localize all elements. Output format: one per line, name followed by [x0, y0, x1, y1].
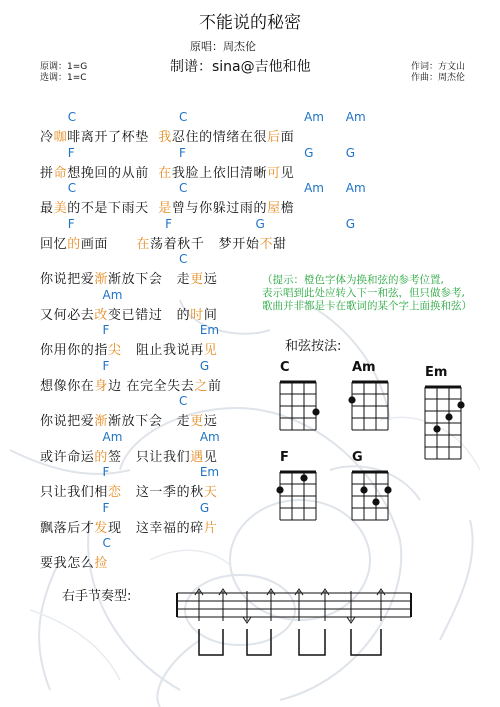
lyric-text: 前: [207, 378, 222, 394]
chord-label: F: [102, 465, 110, 479]
lyric-text: 远: [203, 272, 218, 287]
lyric-text: 要我怎么: [40, 556, 95, 571]
hint-line: （提示：橙色字体为换和弦的参考位置,: [262, 274, 444, 286]
hint-line: 表示唱到此处应转入下一和弦，但只做参考,: [262, 287, 465, 299]
chord-row: [0, 146, 500, 160]
chord-diagram-name: Em: [425, 365, 448, 380]
original-key: 原调：1=G: [40, 62, 88, 72]
lyric-line: [40, 552, 108, 570]
chord-change-char: 屋: [267, 201, 281, 216]
finger-dot: [360, 486, 367, 493]
chord-row: [0, 110, 500, 124]
chord-diagram-grid: [419, 383, 467, 463]
composer-credit: 作曲：周杰伦: [411, 73, 466, 83]
chord-diagram-grid: [346, 468, 394, 524]
lyric-text: 变已错过 的: [108, 307, 191, 323]
chord-change-char: 渐: [94, 272, 109, 287]
lyric-text: 或许命运: [40, 449, 95, 465]
chord-row: [0, 323, 500, 337]
chord-change-char: 恋: [108, 485, 122, 500]
chord-row: [0, 181, 500, 195]
chord-label: Am: [102, 287, 123, 302]
chord-diagram-name: C: [280, 360, 290, 375]
rhythm-title: 右手节奏型:: [62, 589, 132, 604]
lyric-text: 曾与你躲过雨的: [171, 201, 268, 216]
lyric-text: 最: [40, 201, 54, 216]
lyric-line: [40, 304, 217, 322]
chord-change-char: 之: [194, 378, 208, 394]
chord-label: C: [67, 110, 77, 124]
lyric-text: 檐: [280, 201, 295, 216]
lyric-text: 现 这幸福的碎: [108, 520, 204, 536]
finger-dot: [457, 401, 464, 408]
chord-label: G: [255, 216, 265, 231]
lyric-text: 阻止我说再: [121, 343, 204, 358]
selected-key: 选调：1=C: [40, 73, 87, 83]
chord-diagram-grid: [274, 378, 322, 434]
chord-label: G: [304, 145, 314, 160]
lyric-text: 忍住的情绪在很: [171, 130, 268, 145]
chord-label: Am: [304, 181, 324, 195]
lyric-text: 回忆: [40, 236, 68, 252]
hint-line: 歌曲并非都是卡在歌词的某个字上面换和弦）: [262, 300, 472, 312]
lyric-line: [40, 233, 287, 251]
chord-label: C: [102, 536, 111, 550]
lyric-text: 飘落后才: [40, 520, 95, 536]
chord-change-char: 命: [53, 165, 68, 181]
chord-label: Am: [199, 429, 220, 444]
original-singer: 原唱：周杰伦: [190, 40, 256, 53]
lyric-line: [40, 268, 217, 286]
finger-dot: [372, 498, 379, 505]
lyric-text: 只让我们相: [40, 485, 109, 500]
chord-label: G: [345, 216, 356, 231]
chord-change-char: 遇: [190, 449, 204, 465]
lyric-text: 想挽回的从前: [67, 165, 159, 181]
lyric-line: [40, 339, 217, 357]
lyricist-credit: 作词：方文山: [411, 62, 466, 72]
finger-dot: [348, 396, 355, 403]
chord-row: [0, 252, 500, 266]
chord-label: C: [179, 394, 188, 408]
lyric-text: 你用你的指: [40, 343, 109, 358]
lyric-line: [40, 481, 217, 499]
chord-label: C: [179, 110, 188, 124]
chord-label: Em: [199, 465, 220, 479]
finger-dot: [312, 408, 319, 415]
finger-dot: [276, 486, 283, 493]
lyric-text: 边 在完全失去: [108, 378, 195, 394]
lyric-text: 我脸上依旧清晰: [171, 165, 268, 181]
strum-pattern-diagram: [175, 585, 415, 665]
lyric-text: 渐放下会 走: [108, 414, 191, 429]
chord-row: [0, 217, 500, 231]
song-title: 不能说的秘密: [199, 13, 301, 33]
finger-dot: [384, 486, 391, 493]
chord-label: F: [102, 358, 110, 373]
lyric-text: 拼: [40, 165, 54, 181]
chord-diagram-grid: [274, 468, 322, 524]
chord-label: F: [165, 216, 172, 231]
chord-change-char: 不: [259, 236, 274, 252]
chord-change-char: 可: [267, 165, 281, 181]
lyric-text: 间: [203, 307, 218, 323]
chord-change-char: 在: [158, 165, 172, 181]
chord-change-char: 发: [94, 520, 109, 536]
chord-label: Am: [102, 429, 123, 444]
chord-change-char: 尖: [108, 343, 122, 358]
chord-label: Am: [345, 110, 366, 124]
lyric-text: 冷: [40, 130, 54, 145]
chord-label: G: [199, 500, 210, 515]
hint-note: [262, 274, 472, 313]
chord-label: F: [67, 216, 75, 231]
lyric-line: [40, 126, 294, 144]
chord-label: C: [67, 181, 77, 195]
chord-label: G: [345, 145, 356, 160]
chord-label: F: [67, 145, 75, 160]
chord-label: Am: [304, 110, 324, 124]
finger-dot: [433, 425, 440, 432]
arranger-credit: 制谱：sina@吉他和他: [170, 59, 311, 75]
lyric-text: 又何必去: [40, 307, 95, 323]
chord-chart-title: 和弦按法:: [285, 339, 342, 354]
lyric-text: 见: [280, 165, 295, 181]
chord-diagram-name: F: [280, 450, 289, 465]
finger-dot: [445, 413, 452, 420]
chord-change-char: 身: [94, 378, 109, 394]
chord-diagram-grid: [346, 378, 394, 434]
lyric-text: 签 只让我们: [108, 449, 191, 465]
chord-change-char: 咖: [53, 130, 68, 145]
chord-label: Em: [199, 323, 220, 337]
lyric-text: 渐放下会 走: [108, 272, 191, 287]
lyric-text: 荡着秋千 梦开始: [150, 236, 260, 252]
chord-change-char: 在: [136, 236, 151, 252]
lyric-text: 见: [203, 449, 218, 465]
lyric-text: 的不是下雨天: [67, 201, 159, 216]
chord-diagram-name: Am: [352, 360, 376, 375]
chord-change-char: 更: [190, 414, 204, 429]
lyric-line: [40, 375, 222, 393]
chord-change-char: 的: [67, 236, 81, 252]
chord-row: [0, 501, 500, 515]
lyric-text: 你说把爱: [40, 414, 95, 429]
lyric-text: 面: [280, 130, 295, 145]
chord-change-char: 改: [94, 307, 109, 323]
lyric-text: 画面: [80, 236, 137, 252]
chord-row: [0, 465, 500, 479]
chord-diagram-name: G: [352, 450, 363, 465]
chord-change-char: 美: [53, 201, 68, 216]
chord-label: C: [179, 181, 188, 195]
finger-dot: [300, 474, 307, 481]
chord-label: F: [102, 500, 110, 515]
chord-label: C: [179, 252, 188, 266]
lyric-text: 啡离开了杯垫: [67, 130, 159, 145]
chord-label: Am: [345, 181, 366, 195]
chord-change-char: 天: [203, 485, 218, 500]
lyric-line: [40, 410, 217, 428]
lyric-text: 这一季的秋: [121, 485, 204, 500]
lyric-line: [40, 517, 217, 535]
lyric-text: 你说把爱: [40, 272, 95, 287]
chord-change-char: 时: [190, 307, 204, 323]
lyric-text: 远: [203, 414, 218, 429]
lyric-text: 甜: [273, 236, 287, 252]
chord-row: [0, 536, 500, 550]
chord-change-char: 更: [190, 272, 204, 287]
lyric-line: [40, 446, 217, 464]
lyric-line: [40, 197, 294, 215]
chord-change-char: 渐: [94, 414, 109, 429]
chord-change-char: 捡: [94, 556, 109, 571]
chord-label: F: [179, 145, 186, 160]
chord-change-char: 后: [267, 130, 281, 145]
lyric-line: [40, 162, 294, 180]
chord-change-char: 我: [158, 130, 172, 145]
lyric-text: 想像你在: [40, 378, 95, 394]
chord-change-char: 是: [158, 201, 172, 216]
chord-change-char: 见: [203, 343, 218, 358]
chord-change-char: 片: [203, 520, 218, 536]
chord-label: G: [199, 358, 210, 373]
chord-change-char: 的: [94, 449, 109, 465]
chord-label: F: [102, 323, 110, 337]
